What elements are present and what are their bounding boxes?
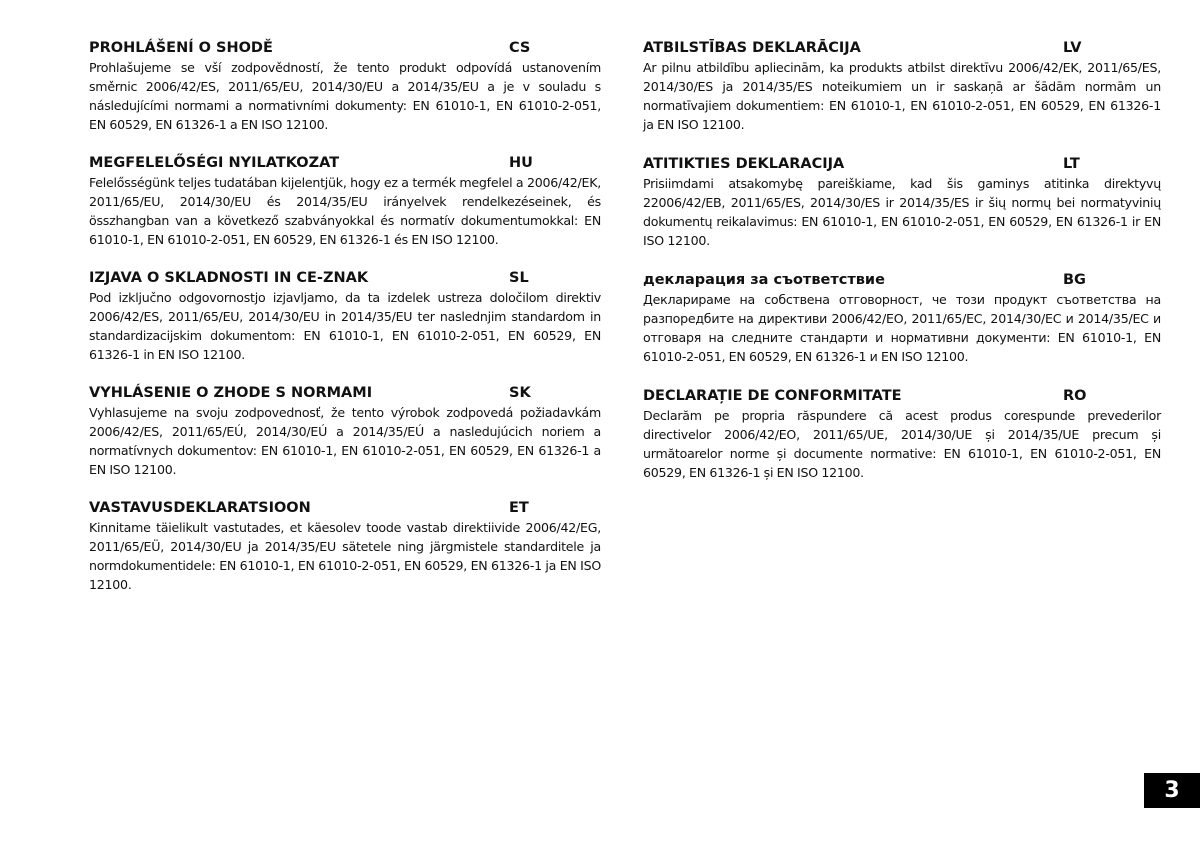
language-code: RO bbox=[1063, 388, 1087, 404]
language-code: SK bbox=[509, 385, 531, 401]
declaration-title-text: декларация за съответствие bbox=[643, 272, 885, 288]
language-code: BG bbox=[1063, 272, 1086, 288]
declaration-hu bbox=[89, 153, 601, 249]
declaration-title bbox=[643, 154, 1161, 174]
right-column bbox=[643, 38, 1161, 502]
declaration-title bbox=[89, 383, 601, 403]
declaration-title-text: ATBILSTĪBAS DEKLARĀCIJA bbox=[643, 40, 861, 56]
declaration-lt bbox=[643, 154, 1161, 250]
declaration-text: Vyhlasujeme na svoju zodpovednosť, že tento výrobok zodpovedá požiadavkám 2006/42/ES, 2011/65/EÚ, 2014/30/EÚ a 2014/35/EÚ a nasledujúcich noriem a normatívnych dokumentov: EN 61010-1, EN 61010-2-051, EN 60529, EN 61326-1 a EN ISO 12100. bbox=[89, 405, 601, 477]
declaration-title-text: DECLARAȚIE DE CONFORMITATE bbox=[643, 388, 902, 404]
language-code: CS bbox=[509, 40, 531, 56]
declaration-et bbox=[89, 498, 601, 594]
declaration-text: Декларираме на собствена отговорност, че този продукт съответства на разпоредбите на директиви 2006/42/ЕО, 2011/65/ЕС, 2014/30/ЕС и 2014/35/ЕС и отговаря на следните стандарти и нормативни документи: EN 61010-1, EN 61010-2-051, EN 60529, EN 61326-1 и EN ISO 12100. bbox=[643, 292, 1161, 364]
declaration-title bbox=[89, 38, 601, 58]
declaration-text: Felelősségünk teljes tudatában kijelentjük, hogy ez a termék megfelel a 2006/42/EK, 2011/65/EU, 2014/30/EU és 2014/35/EU irányelvek rendelkezéseinek, és összhangban van a következő szabványokkal és normatív dokumentumokkal: EN 61010-1, EN 61010-2-051, EN 60529, EN 61326-1 és EN ISO 12100. bbox=[89, 175, 601, 247]
page-number: 3 bbox=[1144, 773, 1200, 808]
declaration-sl bbox=[89, 268, 601, 364]
declaration-lv bbox=[643, 38, 1161, 134]
declaration-title bbox=[643, 270, 1161, 290]
language-code: HU bbox=[509, 155, 533, 171]
declaration-cs bbox=[89, 38, 601, 134]
declaration-title bbox=[643, 38, 1161, 58]
declaration-title bbox=[89, 153, 601, 173]
language-code: LV bbox=[1063, 40, 1082, 56]
language-code: SL bbox=[509, 270, 529, 286]
left-column bbox=[89, 38, 601, 613]
declaration-text: Ar pilnu atbildību apliecinām, ka produkts atbilst direktīvu 2006/42/EK, 2011/65/ES, 2014/30/ES ja 2014/35/ES noteikumiem un ir saskaņā ar šādām normām un normatīvajiem dokumentiem: EN 61010-1, EN 61010-2-051, EN 60529, EN 61326-1 ja EN ISO 12100. bbox=[643, 60, 1161, 132]
declaration-title bbox=[643, 386, 1161, 406]
declaration-sk bbox=[89, 383, 601, 479]
declaration-text: Declarăm pe propria răspundere că acest produs corespunde prevederilor directivelor 2006/42/EO, 2011/65/UE, 2014/30/UE și 2014/35/UE precum și următoarelor norme și documente normative: EN 61010-1, EN 61010-2-051, EN 60529, EN 61326-1 și EN ISO 12100. bbox=[643, 408, 1161, 480]
declaration-title bbox=[89, 268, 601, 288]
declaration-title-text: IZJAVA O SKLADNOSTI IN CE-ZNAK bbox=[89, 270, 369, 286]
declaration-text: Prisiimdami atsakomybę pareiškiame, kad šis gaminys atitinka direktyvų 22006/42/EB, 2011/65/ES, 2014/30/ES ir 2014/35/ES ir šių normų bei normatyvinių dokumentų reikalavimus: EN 61010-1, EN 61010-2-051, EN 60529, EN 61326-1 ir EN ISO 12100. bbox=[643, 176, 1161, 248]
language-code: LT bbox=[1063, 156, 1080, 172]
declaration-ro bbox=[643, 386, 1161, 482]
language-code: ET bbox=[509, 500, 529, 516]
declaration-text: Pod izključno odgovornostjo izjavljamo, da ta izdelek ustreza določilom direktiv 2006/42/ES, 2011/65/EU, 2014/30/EU in 2014/35/EU ter naslednjim standardom in standardizacijskim dokumentom: EN 61010-1, EN 61010-2-051, EN 60529, EN 61326-1 in EN ISO 12100. bbox=[89, 290, 601, 362]
declaration-title bbox=[89, 498, 601, 518]
declaration-text: Kinnitame täielikult vastutades, et käesolev toode vastab direktiivide 2006/42/EG, 2011/65/EÜ, 2014/30/EU ja 2014/35/EU sätetele ning järgmistele standarditele ja normdokumentidele: EN 61010-1, EN 61010-2-051, EN 60529, EN 61326-1 ja EN ISO 12100. bbox=[89, 520, 601, 592]
declaration-title-text: PROHLÁŠENÍ O SHODĚ bbox=[89, 40, 273, 56]
declaration-title-text: MEGFELELŐSÉGI NYILATKOZAT bbox=[89, 155, 340, 171]
declaration-text: Prohlašujeme se vší zodpovědností, že tento produkt odpovídá ustanovením směrnic 2006/42/ES, 2011/65/EU, 2014/30/EU a 2014/35/EU a je v souladu s následujícími normami a normativními dokumenty: EN 61010-1, EN 61010-2-051, EN 60529, EN 61326-1 a EN ISO 12100. bbox=[89, 60, 601, 132]
declaration-title-text: VYHLÁSENIE O ZHODE S NORMAMI bbox=[89, 385, 373, 401]
declaration-title-text: ATITIKTIES DEKLARACIJA bbox=[643, 156, 845, 172]
declaration-title-text: VASTAVUSDEKLARATSIOON bbox=[89, 500, 311, 516]
declaration-bg bbox=[643, 270, 1161, 366]
